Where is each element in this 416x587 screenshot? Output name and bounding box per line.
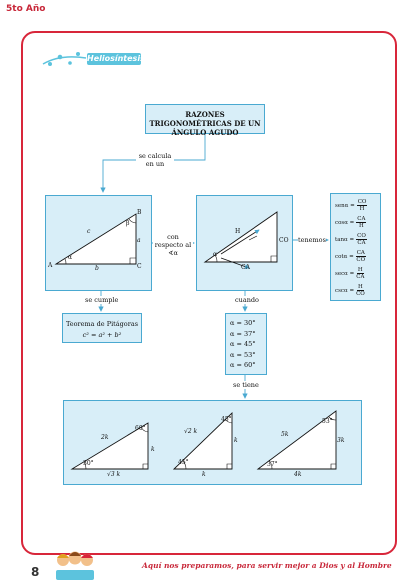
main-title-box: RAZONES TRIGONOMÉTRICAS DE UN ÁNGULO AGUDO [145, 104, 265, 134]
angles-box [225, 313, 267, 375]
opposite-leg-label: CO [279, 237, 289, 244]
ratios-box [330, 193, 381, 301]
t30-hyp-label: 2k [101, 434, 109, 441]
t37-a53-label: 53° [322, 418, 333, 425]
t45-a45bot-label: 45° [178, 459, 189, 466]
alpha-label: α [213, 251, 218, 258]
t30-a30-label: 30° [83, 460, 94, 467]
t30-base-label: √3 k [107, 471, 121, 478]
vertex-c-label: C [137, 263, 142, 270]
ratio-row: cotα = $\frac{CA}{CO}$ [335, 250, 366, 263]
ratio-row: secα = $\frac{H}{CA}$ [335, 267, 365, 280]
right-triangle-box [45, 195, 152, 291]
angle-alpha-label: α [68, 254, 73, 261]
angle-beta-label: β [126, 220, 130, 227]
side-a-label: a [137, 237, 141, 244]
page-number: 8 [31, 565, 40, 579]
side-b-label: b [95, 265, 99, 272]
adjacent-leg-label: CA [241, 264, 250, 271]
ratio-triangle-diagram [197, 196, 292, 290]
edge-label-tiene: se tiene [233, 381, 259, 389]
t30-a60-label: 60° [135, 425, 146, 432]
edge-label-respecto: con respecto al ∢α [154, 233, 192, 257]
t45-leg-label: k [234, 437, 238, 444]
edge-label-tenemos: tenemos [298, 236, 326, 244]
edge-label-cuando: cuando [235, 296, 259, 304]
footer-slogan: Aquí nos preparamos, para servir mejor a Dios y al Hombre [142, 561, 392, 570]
right-triangle-diagram [46, 196, 151, 290]
grade-label: 5to Año [6, 4, 46, 14]
t45-base-label: k [202, 471, 206, 478]
edge-label-calcula: se calcula en un [136, 152, 174, 168]
angle-item: α = 60° [230, 361, 256, 369]
t37-base-label: 4k [294, 471, 302, 478]
vertex-b-label: B [137, 209, 142, 216]
t37-a37-label: 37° [267, 461, 278, 468]
angle-item: α = 30° [230, 319, 256, 327]
ratio-row: cscα = $\frac{H}{CO}$ [335, 284, 365, 297]
ratio-row: senα = $\frac{CO}{H}$ [335, 199, 367, 212]
edge-label-cumple: se cumple [85, 296, 119, 304]
t37-hyp-label: 5k [281, 431, 289, 438]
angle-item: α = 37° [230, 329, 256, 338]
t30-leg-label: k [151, 446, 155, 453]
children-mascot-icon [54, 548, 96, 582]
angle-item: α = 53° [230, 350, 256, 359]
hypotenuse-label: H [235, 228, 241, 235]
section-banner: Heliosíntesis [87, 54, 145, 63]
pythagoras-title: Teorema de Pitágoras [65, 320, 139, 328]
side-c-label: c [87, 228, 91, 235]
pythagoras-box [62, 313, 142, 343]
pythagoras-formula: c² = a² + b² [82, 331, 122, 339]
ratio-row: tanα = $\frac{CO}{CA}$ [335, 233, 366, 246]
t45-hyp-label: √2 k [184, 428, 198, 435]
ratio-row: cosα = $\frac{CA}{H}$ [335, 216, 366, 229]
angle-item: α = 45° [230, 340, 256, 348]
vertex-a-label: A [48, 262, 53, 269]
t45-a45top-label: 45° [221, 416, 232, 423]
t37-leg-label: 3k [337, 437, 345, 444]
